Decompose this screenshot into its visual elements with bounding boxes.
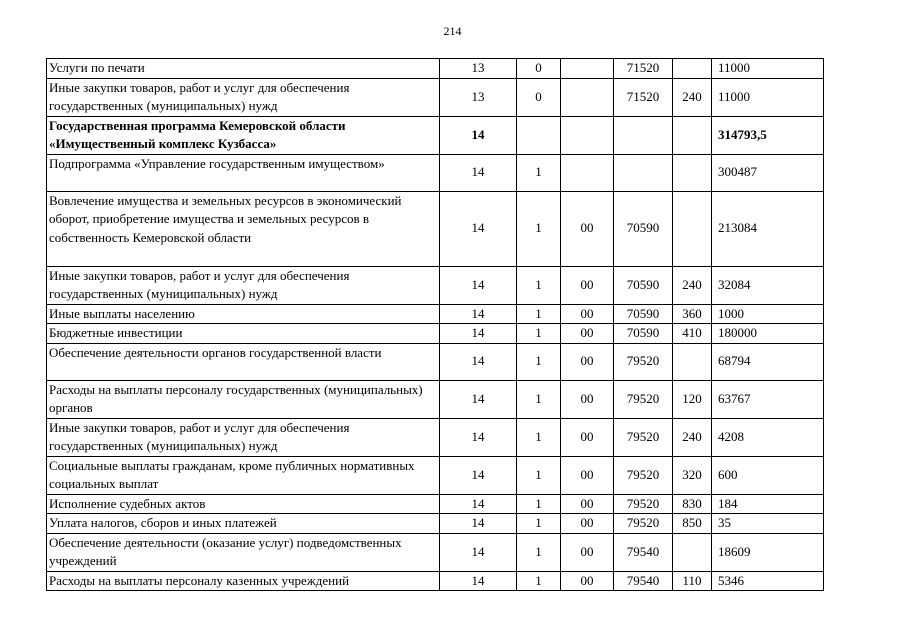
- expense-type-code-cell: 240: [673, 266, 712, 304]
- section-code-cell: 14: [440, 343, 517, 380]
- program-code-cell: 00: [561, 191, 614, 266]
- row-name-cell: Иные закупки товаров, работ и услуг для обеспечения государственных (муниципальных) нужд: [47, 266, 440, 304]
- row-name-cell: Уплата налогов, сборов и иных платежей: [47, 514, 440, 534]
- expense-type-code-cell: [673, 343, 712, 380]
- program-code-cell: 00: [561, 266, 614, 304]
- table-row: [47, 266, 824, 304]
- section-code-cell: 13: [440, 59, 517, 79]
- direction-code-cell: 79540: [614, 571, 673, 591]
- section-code-cell: 14: [440, 533, 517, 571]
- direction-code-cell: 79520: [614, 380, 673, 418]
- table-row: [47, 456, 824, 494]
- amount-cell: 180000: [712, 324, 824, 344]
- program-code-cell: 00: [561, 304, 614, 324]
- amount-cell: 18609: [712, 533, 824, 571]
- row-name-cell: Обеспечение деятельности органов государственной власти: [47, 343, 440, 380]
- page-number: 214: [443, 24, 462, 38]
- row-name-cell: Иные закупки товаров, работ и услуг для обеспечения государственных (муниципальных) нужд: [47, 78, 440, 116]
- row-name-cell: Исполнение судебных актов: [47, 494, 440, 514]
- direction-code-cell: 79520: [614, 514, 673, 534]
- subsection-code-cell: [517, 116, 561, 154]
- table-row: [47, 59, 824, 79]
- row-name-cell: Иные выплаты населению: [47, 304, 440, 324]
- program-code-cell: [561, 116, 614, 154]
- section-code-cell: 14: [440, 191, 517, 266]
- subsection-code-cell: 1: [517, 380, 561, 418]
- table-row: [47, 304, 824, 324]
- section-code-cell: 14: [440, 494, 517, 514]
- amount-cell: 5346: [712, 571, 824, 591]
- table-row: [47, 571, 824, 591]
- expense-type-code-cell: 410: [673, 324, 712, 344]
- direction-code-cell: 70590: [614, 324, 673, 344]
- expense-type-code-cell: [673, 191, 712, 266]
- table-row: [47, 418, 824, 456]
- subsection-code-cell: 1: [517, 418, 561, 456]
- row-name-cell: Обеспечение деятельности (оказание услуг) подведомственных учреждений: [47, 533, 440, 571]
- table-row: [47, 116, 824, 154]
- expense-type-code-cell: [673, 533, 712, 571]
- amount-cell: 63767: [712, 380, 824, 418]
- program-code-cell: [561, 78, 614, 116]
- row-name-cell: Иные закупки товаров, работ и услуг для обеспечения государственных (муниципальных) нужд: [47, 418, 440, 456]
- table-row: [47, 380, 824, 418]
- amount-cell: 314793,5: [712, 116, 824, 154]
- amount-cell: 300487: [712, 154, 824, 191]
- section-code-cell: 14: [440, 116, 517, 154]
- expense-type-code-cell: 110: [673, 571, 712, 591]
- section-code-cell: 14: [440, 456, 517, 494]
- table-row: [47, 533, 824, 571]
- table-row: [47, 343, 824, 380]
- subsection-code-cell: 1: [517, 304, 561, 324]
- row-name-cell: Социальные выплаты гражданам, кроме публичных нормативных социальных выплат: [47, 456, 440, 494]
- direction-code-cell: 70590: [614, 304, 673, 324]
- subsection-code-cell: 1: [517, 343, 561, 380]
- direction-code-cell: [614, 154, 673, 191]
- program-code-cell: 00: [561, 533, 614, 571]
- program-code-cell: [561, 59, 614, 79]
- subsection-code-cell: 1: [517, 266, 561, 304]
- table-row: [47, 154, 824, 191]
- program-code-cell: 00: [561, 324, 614, 344]
- table-body: [47, 59, 824, 591]
- subsection-code-cell: 1: [517, 154, 561, 191]
- subsection-code-cell: 1: [517, 324, 561, 344]
- amount-cell: 4208: [712, 418, 824, 456]
- program-code-cell: 00: [561, 456, 614, 494]
- subsection-code-cell: 1: [517, 533, 561, 571]
- subsection-code-cell: 1: [517, 514, 561, 534]
- direction-code-cell: 70590: [614, 266, 673, 304]
- subsection-code-cell: 1: [517, 494, 561, 514]
- expense-type-code-cell: 360: [673, 304, 712, 324]
- program-code-cell: 00: [561, 380, 614, 418]
- amount-cell: 32084: [712, 266, 824, 304]
- section-code-cell: 14: [440, 266, 517, 304]
- section-code-cell: 14: [440, 380, 517, 418]
- row-name-cell: Государственная программа Кемеровской области «Имущественный комплекс Кузбасса»: [47, 116, 440, 154]
- section-code-cell: 13: [440, 78, 517, 116]
- expense-type-code-cell: 120: [673, 380, 712, 418]
- expense-type-code-cell: [673, 154, 712, 191]
- program-code-cell: [561, 154, 614, 191]
- row-name-cell: Услуги по печати: [47, 59, 440, 79]
- expense-type-code-cell: 240: [673, 78, 712, 116]
- program-code-cell: 00: [561, 514, 614, 534]
- direction-code-cell: [614, 116, 673, 154]
- row-name-cell: Подпрограмма «Управление государственным имуществом»: [47, 154, 440, 191]
- direction-code-cell: 79540: [614, 533, 673, 571]
- table-row: [47, 78, 824, 116]
- program-code-cell: 00: [561, 418, 614, 456]
- direction-code-cell: 71520: [614, 59, 673, 79]
- row-name-cell: Вовлечение имущества и земельных ресурсов в экономический оборот, приобретение имущества и земельных ресурсов в собственность Кемеровской области: [47, 191, 440, 266]
- subsection-code-cell: 1: [517, 191, 561, 266]
- section-code-cell: 14: [440, 418, 517, 456]
- direction-code-cell: 79520: [614, 418, 673, 456]
- amount-cell: 1000: [712, 304, 824, 324]
- expense-type-code-cell: 240: [673, 418, 712, 456]
- expense-type-code-cell: 320: [673, 456, 712, 494]
- row-name-cell: Расходы на выплаты персоналу казенных учреждений: [47, 571, 440, 591]
- subsection-code-cell: 0: [517, 59, 561, 79]
- subsection-code-cell: 0: [517, 78, 561, 116]
- table-row: [47, 494, 824, 514]
- section-code-cell: 14: [440, 514, 517, 534]
- amount-cell: 35: [712, 514, 824, 534]
- program-code-cell: 00: [561, 343, 614, 380]
- row-name-cell: Бюджетные инвестиции: [47, 324, 440, 344]
- program-code-cell: 00: [561, 494, 614, 514]
- amount-cell: 68794: [712, 343, 824, 380]
- direction-code-cell: 79520: [614, 456, 673, 494]
- amount-cell: 11000: [712, 59, 824, 79]
- direction-code-cell: 79520: [614, 343, 673, 380]
- section-code-cell: 14: [440, 571, 517, 591]
- section-code-cell: 14: [440, 304, 517, 324]
- direction-code-cell: 70590: [614, 191, 673, 266]
- expense-type-code-cell: 850: [673, 514, 712, 534]
- table-row: [47, 191, 824, 266]
- expense-type-code-cell: [673, 59, 712, 79]
- amount-cell: 600: [712, 456, 824, 494]
- amount-cell: 213084: [712, 191, 824, 266]
- direction-code-cell: 79520: [614, 494, 673, 514]
- amount-cell: 11000: [712, 78, 824, 116]
- budget-table: [46, 58, 824, 591]
- section-code-cell: 14: [440, 154, 517, 191]
- row-name-cell: Расходы на выплаты персоналу государственных (муниципальных) органов: [47, 380, 440, 418]
- table-row: [47, 324, 824, 344]
- direction-code-cell: 71520: [614, 78, 673, 116]
- subsection-code-cell: 1: [517, 571, 561, 591]
- table-row: [47, 514, 824, 534]
- expense-type-code-cell: 830: [673, 494, 712, 514]
- section-code-cell: 14: [440, 324, 517, 344]
- amount-cell: 184: [712, 494, 824, 514]
- expense-type-code-cell: [673, 116, 712, 154]
- program-code-cell: 00: [561, 571, 614, 591]
- subsection-code-cell: 1: [517, 456, 561, 494]
